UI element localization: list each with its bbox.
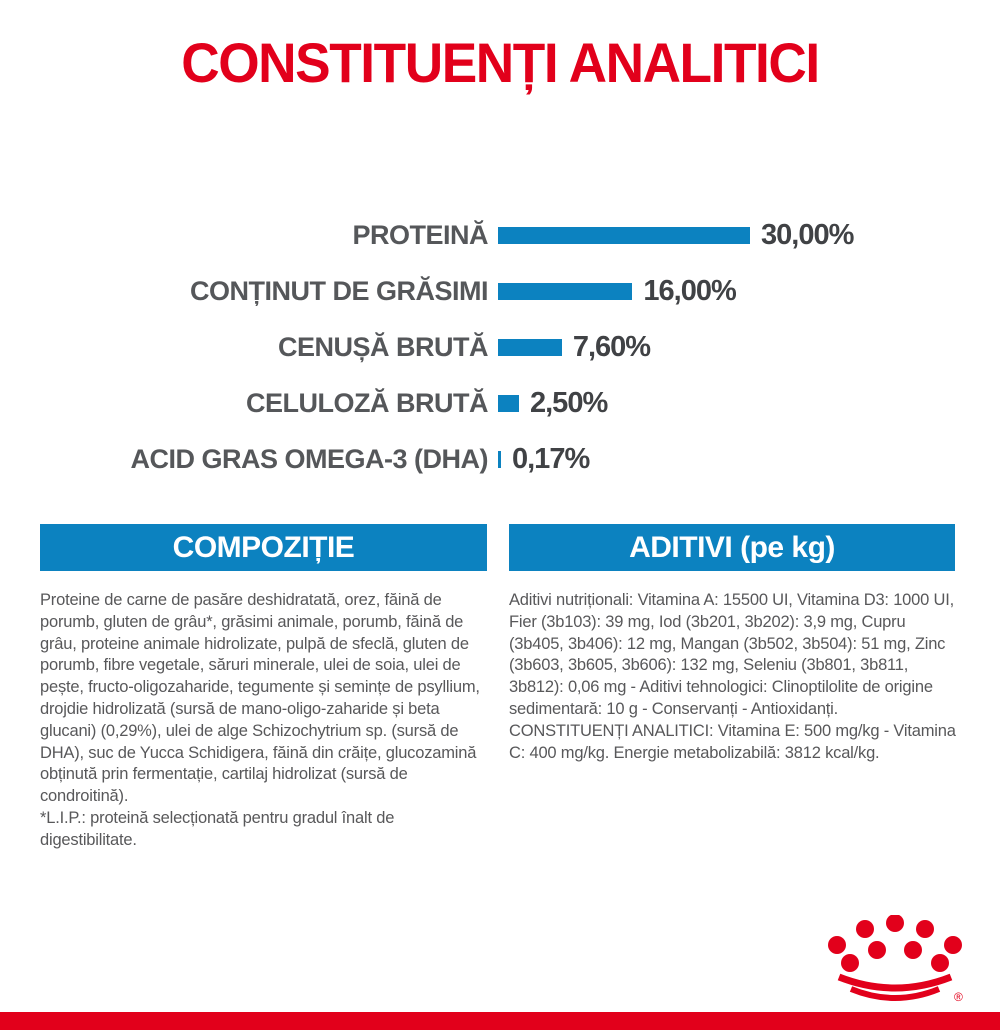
chart-bar: [498, 283, 632, 300]
chart-bar-group: [498, 275, 736, 308]
additives-section-header: ADITIVI (pe kg): [509, 524, 955, 571]
composition-section-header: COMPOZIȚIE: [40, 524, 487, 571]
chart-category-label: CENUȘĂ BRUTĂ: [278, 331, 488, 362]
chart-value-label: 2,50%: [530, 386, 608, 419]
composition-paragraph: Proteine de carne de pasăre deshidratată, orez, făină de porumb, gluten de grâu*, grăsimi animale, porumb, făină de grâu, proteine animale hidrolizate, pulpă de sfeclă, gluten de porumb, fibre vegetale, săruri minerale, ulei de soia, ulei de pește, fructo-oligozaharide, tegumente și semințe de psyllium, drojdie hidrolizată (sursă de mano-oligo-zaharide și beta glucani) (0,29%), ulei de alge Schizochytrium sp. (sursă de DHA), suc de Yucca Schidigera, făină din crăițe, glucozamină obținută prin fermentație, cartilaj hidrolizat (sursă de condroitină).: [40, 591, 480, 806]
additives-paragraph: Aditivi nutriționali: Vitamina A: 15500 UI, Vitamina D3: 1000 UI, Fier (3b103): 39 mg, Iod (3b201, 3b202): 3,9 mg, Cupru (3b405, 3b406): 12 mg, Mangan (3b502, 3b504): 51 mg, Zinc (3b603, 3b605, 3b606): 132 mg, Seleniu (3b801, 3b811, 3b812): 0,06 mg - Aditivi tehnologici: Clinoptilolite de origine sedimentară: 10 g - Conservanți - Antioxidanți.: [509, 591, 954, 718]
chart-bar-group: [498, 219, 853, 252]
analytical-constituents-bar-chart: [0, 207, 1000, 487]
chart-bar: [498, 339, 562, 356]
chart-row: [0, 207, 1000, 263]
additives-analytical-paragraph: CONSTITUENȚI ANALITICI: Vitamina E: 500 mg/kg - Vitamina C: 400 mg/kg. Energie metabolizabilă: 3812 kcal/kg.: [509, 721, 956, 762]
page-title: CONSTITUENȚI ANALITICI: [181, 31, 819, 94]
chart-category-label: CELULOZĂ BRUTĂ: [246, 387, 488, 418]
composition-text: [40, 590, 487, 852]
chart-row: [0, 431, 1000, 487]
chart-value-label: 7,60%: [572, 330, 651, 363]
chart-row: [0, 319, 1000, 375]
chart-bar-group: [498, 443, 589, 476]
footer-red-bar: [0, 1012, 1000, 1030]
chart-bar: [498, 395, 519, 412]
chart-bar: [498, 451, 501, 468]
chart-bar: [498, 227, 750, 244]
chart-row: [0, 263, 1000, 319]
additives-text: [509, 590, 962, 852]
chart-category-label: ACID GRAS OMEGA-3 (DHA): [130, 443, 488, 474]
section-body-row: [0, 590, 1000, 852]
chart-category-label: PROTEINĂ: [352, 219, 488, 250]
chart-row: [0, 375, 1000, 431]
composition-footnote: *L.I.P.: proteină selecționată pentru gradul înalt de digestibilitate.: [40, 808, 395, 849]
chart-bar-group: [498, 387, 607, 420]
chart-value-label: 16,00%: [643, 274, 736, 307]
registered-trademark: ®: [954, 990, 963, 1004]
chart-value-label: 30,00%: [761, 218, 854, 251]
section-headers-row: [0, 524, 1000, 571]
chart-value-label: 0,17%: [512, 442, 590, 475]
chart-bar-group: [498, 331, 650, 364]
chart-category-label: CONȚINUT DE GRĂSIMI: [190, 275, 488, 306]
royal-canin-crown-logo: [825, 915, 965, 1015]
